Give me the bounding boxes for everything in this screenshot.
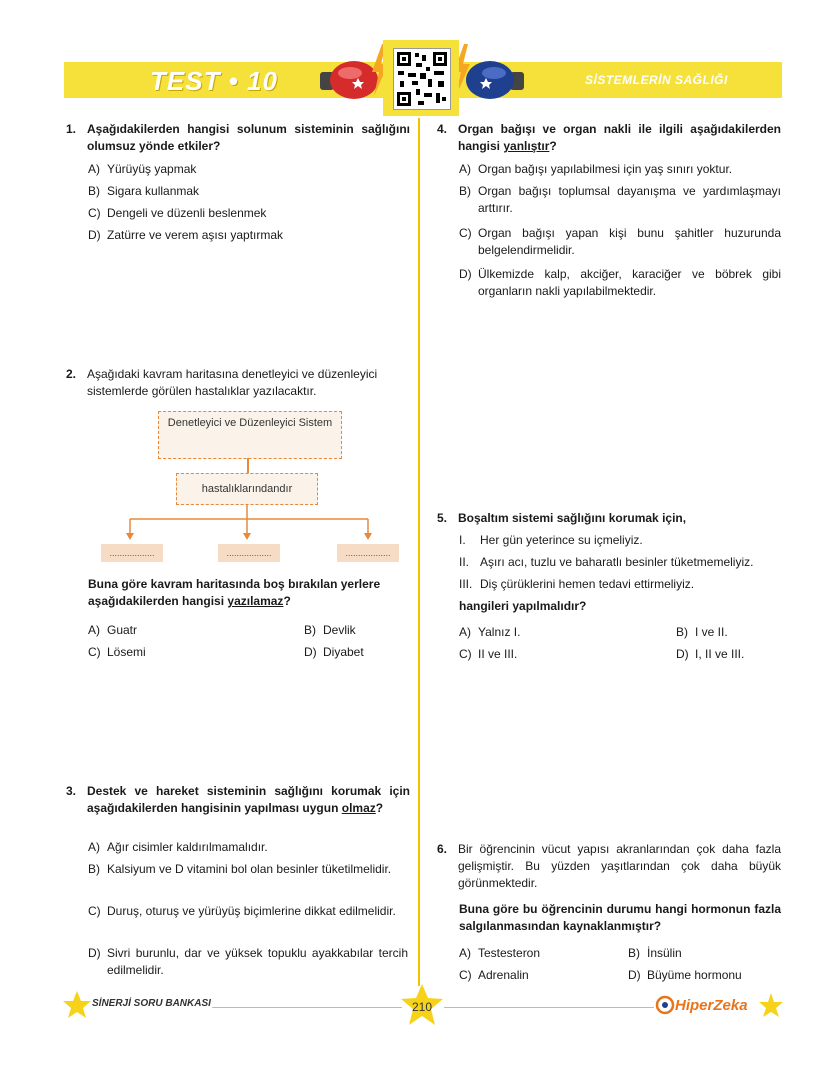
question-number: 4.: [437, 122, 448, 136]
option-text: Ağır cisimler kaldırılmamalıdır.: [107, 840, 268, 854]
option-label: C): [459, 226, 472, 240]
option-b[interactable]: [304, 622, 414, 639]
option-label: C): [459, 968, 472, 982]
option-a[interactable]: [88, 161, 408, 178]
question-6: [437, 841, 781, 892]
option-b[interactable]: [676, 624, 786, 641]
option-text: I, II ve III.: [695, 647, 745, 661]
option-text: Yürüyüş yapmak: [107, 162, 197, 176]
option-d[interactable]: [628, 967, 778, 984]
option-c[interactable]: [459, 967, 609, 984]
stem-end: ?: [375, 801, 384, 815]
option-label: B): [459, 184, 471, 198]
statement-label: II.: [459, 555, 470, 569]
option-d[interactable]: [88, 945, 408, 979]
option-label: C): [88, 904, 101, 918]
option-label: B): [88, 184, 100, 198]
concept-map-connectors: [120, 505, 380, 541]
concept-map-blank-1: ..................: [101, 544, 163, 562]
stem-emphasis: yanlıştır: [503, 139, 550, 153]
option-text: Duruş, oturuş ve yürüyüş biçimlerine dikkat edilmelidir.: [107, 904, 396, 918]
statement-text: Her gün yeterince su içmeliyiz.: [480, 533, 643, 547]
option-text: Kalsiyum ve D vitamini bol olan besinler tüketilmelidir.: [107, 862, 392, 876]
option-label: B): [304, 623, 316, 637]
statement-2: [459, 554, 789, 571]
statement-3: [459, 576, 789, 593]
prompt-text: Buna göre kavram haritasında boş bırakılan yerlere aşağıdakilerden hangisi: [88, 577, 381, 608]
option-label: A): [459, 946, 471, 960]
option-b[interactable]: [628, 945, 778, 962]
question-4: [437, 121, 781, 155]
concept-map-blank-3: ..................: [337, 544, 399, 562]
question-number: 2.: [66, 367, 77, 381]
option-text: Sigara kullanmak: [107, 184, 200, 198]
option-label: D): [88, 228, 101, 242]
question-2-prompt: [88, 576, 410, 610]
statement-text: Diş çürüklerini hemen tedavi ettirmeliyiz.: [480, 577, 695, 591]
connector-line: [247, 458, 249, 473]
option-label: C): [88, 645, 101, 659]
option-b[interactable]: [88, 861, 408, 878]
option-label: B): [88, 862, 100, 876]
question-5: [437, 510, 781, 527]
option-b[interactable]: [88, 183, 408, 200]
page-number: 210: [411, 1000, 433, 1014]
prompt-emphasis: yazılamaz: [227, 594, 284, 608]
option-c[interactable]: [459, 225, 781, 259]
option-a[interactable]: [459, 161, 781, 178]
option-label: D): [676, 647, 689, 661]
option-a[interactable]: [459, 624, 609, 641]
option-b[interactable]: [459, 183, 781, 217]
stem-end: ?: [549, 139, 557, 153]
question-stem: Aşağıdakilerden hangisi solunum sisteminin sağlığını olumsuz yönde etkiler?: [87, 122, 410, 153]
option-text: Büyüme hormonu: [647, 968, 742, 982]
option-label: A): [459, 162, 471, 176]
option-text: Devlik: [323, 623, 356, 637]
statement-1: [459, 532, 789, 549]
option-text: II ve III.: [478, 647, 518, 661]
option-text: Zatürre ve verem aşısı yaptırmak: [107, 228, 284, 242]
question-stem: Boşaltım sistemi sağlığını korumak için,: [458, 511, 687, 525]
option-c[interactable]: [88, 205, 408, 222]
option-label: D): [88, 946, 101, 960]
option-a[interactable]: [88, 622, 238, 639]
question-stem: [458, 121, 781, 155]
option-a[interactable]: [88, 839, 408, 856]
option-label: D): [459, 267, 472, 281]
option-d[interactable]: [459, 266, 781, 300]
option-text: Guatr: [107, 623, 138, 637]
option-text: Organ bağışı toplumsal dayanışma ve yardımlaşmayı arttırır.: [478, 184, 781, 215]
test-title: TEST • 10: [150, 66, 278, 96]
stem-text: Organ bağışı ve organ nakli ile ilgili aşağıdakilerden hangisi: [458, 122, 781, 153]
concept-map-blank-2: ..................: [218, 544, 280, 562]
option-text: Organ bağışı yapan kişi bunu şahitler huzurunda belgelendirmelidir.: [478, 226, 781, 257]
statement-label: I.: [459, 533, 466, 547]
option-label: D): [304, 645, 317, 659]
question-1: [66, 121, 410, 155]
option-label: A): [459, 625, 471, 639]
question-number: 5.: [437, 511, 448, 525]
stem-emphasis: olmaz: [341, 801, 376, 815]
stem-text: Destek ve hareket sisteminin sağlığını korumak için aşağıdakilerden hangisinin yapılması uygun: [87, 784, 410, 815]
option-text: Sivri burunlu, dar ve yüksek topuklu ayakkabılar tercih edilmelidir.: [107, 946, 408, 977]
option-label: D): [628, 968, 641, 982]
option-d[interactable]: [676, 646, 786, 663]
option-text: Testesteron: [478, 946, 541, 960]
section-title: SİSTEMLERİN SAĞLIĞI: [585, 73, 728, 87]
question-intro: Aşağıdaki kavram haritasına denetleyici ve düzenleyici sistemlerde görülen hastalıklar yazılacaktır.: [87, 367, 378, 398]
star-icon: [62, 990, 92, 1020]
concept-map-mid-box: [176, 473, 318, 505]
option-d[interactable]: [88, 227, 408, 244]
column-divider: [418, 118, 420, 986]
concept-map-mid-text: hastalıklarındandır: [201, 483, 293, 495]
concept-map-top-box: [158, 411, 342, 459]
option-text: Lösemi: [107, 645, 146, 659]
option-label: C): [88, 206, 101, 220]
prompt-end: ?: [283, 594, 291, 608]
option-text: Dengeli ve düzenli beslenmek: [107, 206, 267, 220]
brand-name: HiperZeka: [675, 997, 748, 1014]
option-label: B): [676, 625, 688, 639]
option-text: İnsülin: [647, 946, 682, 960]
question-number: 3.: [66, 784, 77, 798]
concept-map-top-text: Denetleyici ve Düzenleyici Sistem: [167, 417, 333, 429]
series-title: SİNERJİ SORU BANKASI: [92, 998, 211, 1009]
question-stem: Bir öğrencinin vücut yapısı akranlarından çok daha fazla gelişmiştir. Bu yüzden yaşıtlarından çok daha büyük görünmektedir.: [458, 842, 781, 890]
option-label: A): [88, 162, 100, 176]
option-label: C): [459, 647, 472, 661]
question-5-prompt: hangileri yapılmalıdır?: [459, 599, 587, 613]
option-c[interactable]: [88, 644, 238, 661]
brand-logo-icon: [655, 995, 675, 1015]
star-icon: [758, 992, 784, 1018]
qr-code[interactable]: [393, 48, 451, 110]
option-text: Yalnız I.: [478, 625, 521, 639]
statement-text: Aşırı acı, tuzlu ve baharatlı besinler tüketmemeliyiz.: [480, 555, 754, 569]
option-text: Organ bağışı yapılabilmesi için yaş sınırı yoktur.: [478, 162, 733, 176]
question-6-prompt: Buna göre bu öğrencinin durumu hangi hormonun fazla salgılanmasından kaynaklanmıştır?: [459, 902, 781, 933]
option-text: Adrenalin: [478, 968, 529, 982]
option-label: B): [628, 946, 640, 960]
question-2: [66, 366, 410, 400]
option-a[interactable]: [459, 945, 609, 962]
option-text: I ve II.: [695, 625, 728, 639]
option-c[interactable]: [88, 903, 408, 920]
option-label: A): [88, 623, 100, 637]
option-label: A): [88, 840, 100, 854]
question-stem: [87, 783, 410, 817]
option-c[interactable]: [459, 646, 609, 663]
qr-code-icon: [394, 49, 450, 109]
question-number: 6.: [437, 842, 448, 856]
option-text: Diyabet: [323, 645, 364, 659]
statement-label: III.: [459, 577, 473, 591]
option-d[interactable]: [304, 644, 414, 661]
footer-line: [444, 1007, 654, 1008]
footer-line: [212, 1007, 402, 1008]
option-text: Ülkemizde kalp, akciğer, karaciğer ve böbrek gibi organların nakli yapılabilmektedir.: [478, 267, 781, 298]
question-3: [66, 783, 410, 817]
question-number: 1.: [66, 122, 77, 136]
